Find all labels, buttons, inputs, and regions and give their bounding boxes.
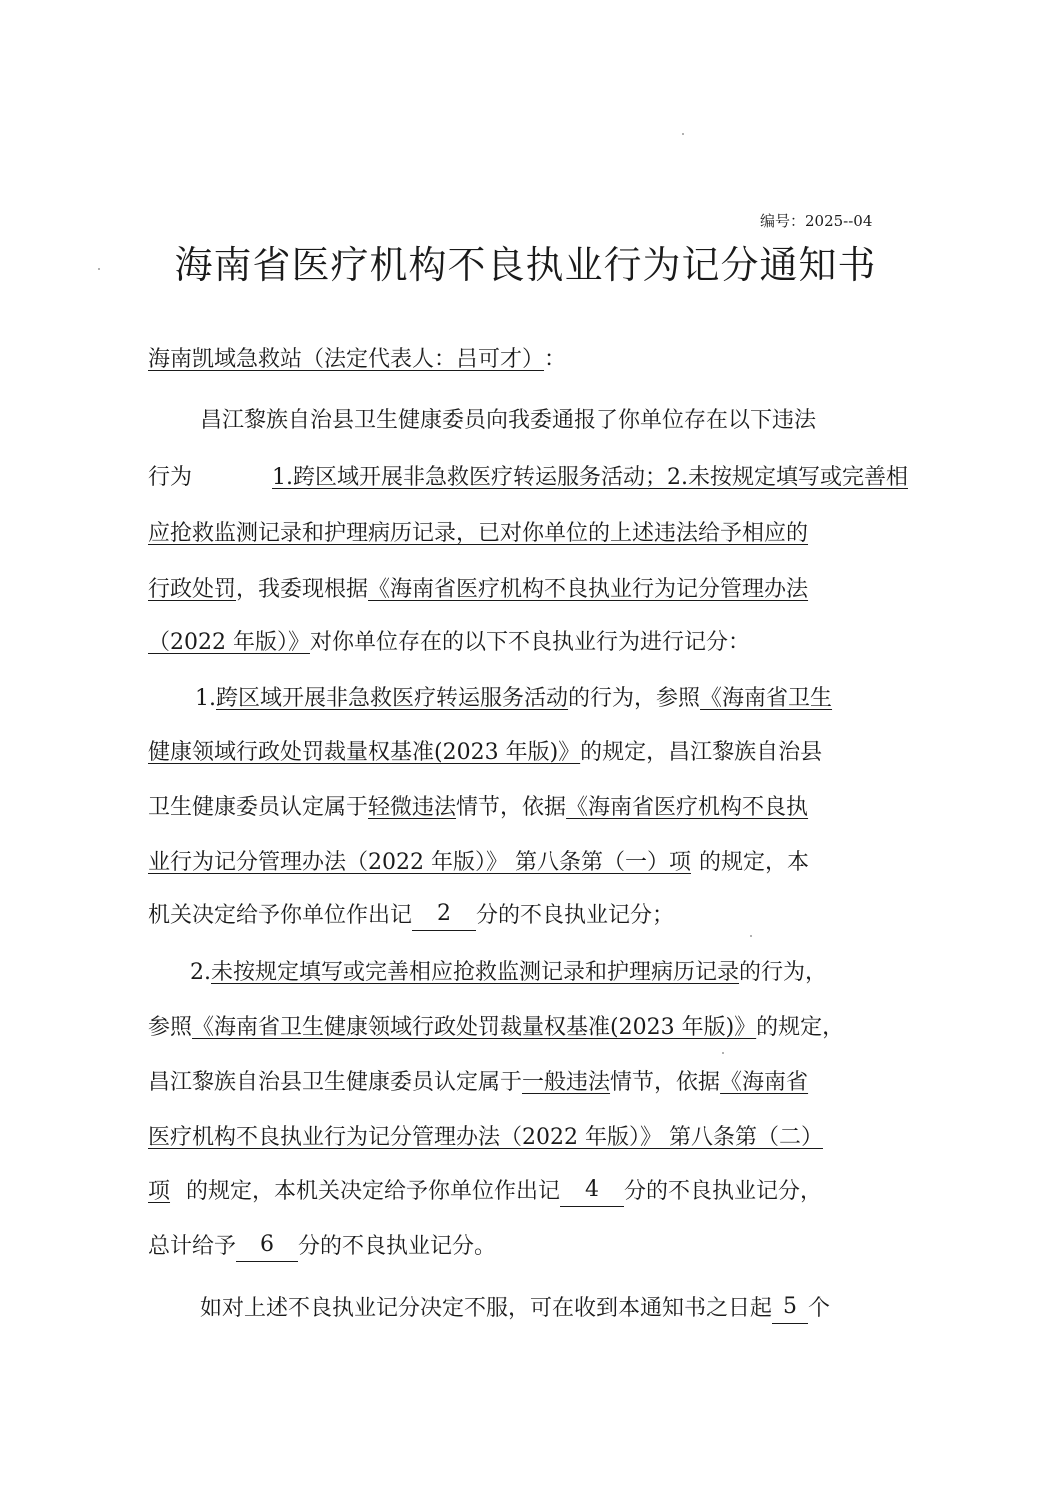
appeal-line — [200, 1294, 908, 1324]
item-number: 1. — [195, 686, 216, 711]
severity-level: 一般违法 — [522, 1070, 611, 1095]
regulation-ref: 医疗机构不良执业行为记分管理办法（2022 年版）》 第八条第（二） — [148, 1125, 823, 1150]
para1-line-4 — [148, 575, 908, 605]
regulation-ref: 《海南省 — [720, 1070, 809, 1095]
item1-line-2 — [148, 738, 908, 768]
para1-text: 行为 — [148, 465, 193, 490]
regulation-ref: （2022 年版）》 — [148, 630, 310, 655]
item2-line-3 — [148, 1068, 908, 1098]
standard-ref: 健康领域行政处罚裁量权基准(2023 年版)》 — [148, 740, 581, 765]
para1-text: 昌江黎族自治县卫生健康委员向我委通报了你单位存在以下违法 — [200, 408, 817, 433]
item-text: 的规定，本机关决定给予你单位作出记 — [186, 1179, 561, 1204]
appeal-text: 个 — [808, 1296, 831, 1321]
para1-line-3 — [148, 519, 908, 549]
item2-line-1 — [190, 958, 908, 988]
item1-line-3 — [148, 793, 908, 823]
page-title: 海南省医疗机构不良执业行为记分通知书 — [174, 243, 877, 287]
document-number: 编号：2025--04 — [760, 212, 873, 230]
item-text: 机关决定给予你单位作出记 — [148, 903, 413, 928]
scan-speck — [750, 935, 752, 937]
scan-speck — [722, 1052, 724, 1054]
violation-summary: 应抢救监测记录和护理病历记录，已对你单位的上述违法给予相应的 — [148, 521, 809, 546]
item-text: 分的不良执业记分； — [476, 903, 675, 928]
para1-text: ，我委现根据 — [236, 577, 369, 602]
violation-item: 跨区域开展非急救医疗转运服务活动 — [216, 686, 569, 711]
violation-summary: 1.跨区域开展非急救医疗转运服务活动；2.未按规定填写或完善相 — [272, 465, 908, 490]
item-text: 参照 — [148, 1015, 193, 1040]
item-text: 的行为， — [739, 960, 828, 985]
item-text: 的规定，本 — [698, 850, 809, 875]
addressee-name: 海南凯域急救站（法定代表人：吕可才） — [148, 347, 545, 372]
addressee-line — [148, 345, 908, 375]
item2-line-5 — [148, 1177, 908, 1207]
total-text: 总计给予 — [148, 1234, 237, 1259]
regulation-ref: 业行为记分管理办法（2022 年版）》 第八条第（一）项 — [148, 850, 691, 875]
appeal-period-value: 5 — [772, 1294, 808, 1324]
total-line — [148, 1232, 908, 1262]
penalty-term: 行政处罚 — [148, 577, 237, 602]
standard-ref: 《海南省卫生健康领域行政处罚裁量权基准(2023 年版)》 — [192, 1015, 757, 1040]
item-text: 卫生健康委员认定属于 — [148, 795, 369, 820]
points-value: 4 — [560, 1177, 624, 1207]
item-text: 的规定，昌江黎族自治县 — [580, 740, 823, 765]
para1-line-2 — [148, 463, 908, 493]
item2-line-4 — [148, 1123, 908, 1153]
item1-line-4 — [148, 848, 908, 878]
scan-speck — [98, 268, 100, 270]
violation-item: 未按规定填写或完善相应抢救监测记录和护理病历记录 — [211, 960, 740, 985]
scan-speck — [682, 133, 684, 135]
item-number: 2. — [190, 960, 211, 985]
points-value: 2 — [412, 901, 476, 931]
item1-line-1 — [195, 684, 908, 714]
severity-level: 轻微违法 — [368, 795, 457, 820]
appeal-text: 如对上述不良执业记分决定不服，可在收到本通知书之日起 — [200, 1296, 773, 1321]
item2-line-2 — [148, 1013, 908, 1043]
item-text: 情节，依据 — [610, 1070, 721, 1095]
item-text: 的规定， — [756, 1015, 845, 1040]
total-text: 分的不良执业记分。 — [298, 1234, 497, 1259]
item-text: 的行为，参照 — [568, 686, 701, 711]
item-text: 分的不良执业记分， — [624, 1179, 823, 1204]
item-text: 昌江黎族自治县卫生健康委员认定属于 — [148, 1070, 523, 1095]
para1-text: 对你单位存在的以下不良执业行为进行记分： — [309, 630, 750, 655]
total-points-value: 6 — [236, 1232, 298, 1262]
standard-ref: 《海南省卫生 — [700, 686, 833, 711]
addressee-colon: ： — [544, 347, 567, 372]
regulation-ref: 《海南省医疗机构不良执业行为记分管理办法 — [368, 577, 809, 602]
para1-line-1 — [200, 406, 908, 436]
para1-line-5 — [148, 628, 908, 658]
item-text: 情节，依据 — [456, 795, 567, 820]
item1-line-5 — [148, 901, 908, 931]
regulation-ref: 《海南省医疗机构不良执 — [566, 795, 809, 820]
regulation-ref: 项 — [148, 1179, 171, 1204]
